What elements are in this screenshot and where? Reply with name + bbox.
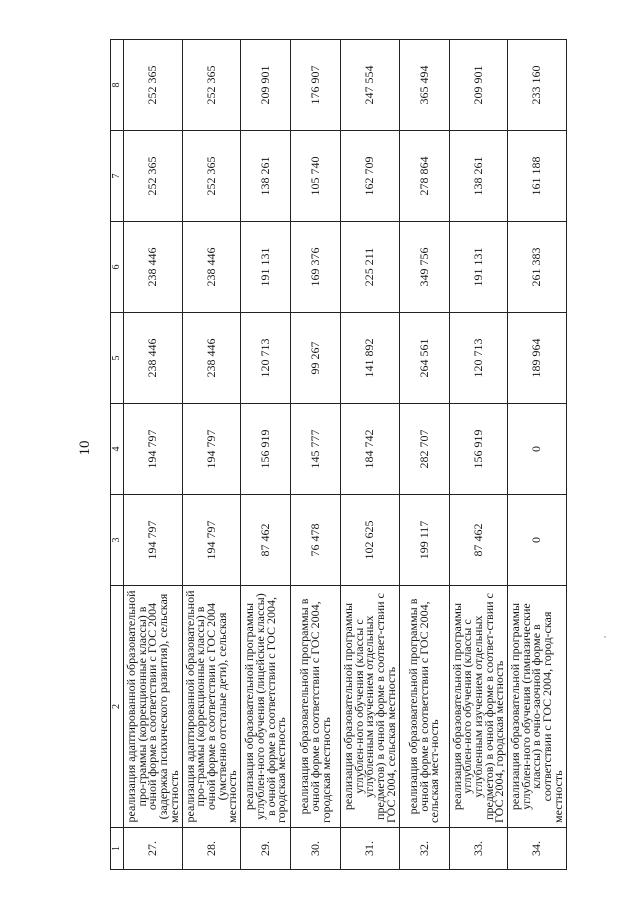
cell-col-4: 184 742 [341,404,400,495]
scan-speck [604,636,606,638]
cell-col-7: 278 864 [399,131,449,222]
row-number: 32. [399,828,449,870]
cell-col-7: 252 365 [124,131,183,222]
column-number: 1 [111,828,124,870]
column-number-row [111,40,124,870]
cell-col-8: 209 901 [449,40,508,131]
column-number: 7 [111,131,124,222]
cell-col-4: 194 797 [124,404,183,495]
row-number: 27. [124,828,183,870]
cell-col-7: 138 261 [241,131,291,222]
cell-col-6: 238 446 [124,222,183,313]
column-number: 5 [111,313,124,404]
table-row [399,40,449,870]
column-number: 3 [111,495,124,586]
cell-col-3: 76 478 [291,495,341,586]
cell-col-5: 120 713 [449,313,508,404]
row-number: 30. [291,828,341,870]
table-row [241,40,291,870]
cell-col-7: 161 188 [508,131,567,222]
row-number: 33. [449,828,508,870]
row-number: 28. [182,828,241,870]
cell-col-8: 209 901 [241,40,291,131]
program-description: реализация образовательной программы углублен-ного обучения (классы с углубленным изучением отдельных предметов) в очной форме в соответ-ствии с ГОС 2004, сельская местность [341,586,400,828]
cell-col-5: 141 892 [341,313,400,404]
cell-col-4: 156 919 [449,404,508,495]
row-number: 29. [241,828,291,870]
column-number: 6 [111,222,124,313]
cell-col-7: 138 261 [449,131,508,222]
cell-col-8: 176 907 [291,40,341,131]
table-row [508,40,567,870]
table-row [291,40,341,870]
cell-col-8: 252 365 [124,40,183,131]
cell-col-6: 225 211 [341,222,400,313]
cell-col-3: 102 625 [341,495,400,586]
program-description: реализация образовательной программы углублен-ного обучения (гимназические классы) в очно-заочной форме в соответствии с ГОС 2004, город-ская местность [508,586,567,828]
row-number: 34. [508,828,567,870]
program-description: реализация адаптированной образовательной про-граммы (коррекционные классы) в очной форме в соответствии с ГОС 2004 (задержка психического развития), сельская местность [124,586,183,828]
row-number: 31. [341,828,400,870]
cell-col-5: 264 561 [399,313,449,404]
cell-col-6: 169 376 [291,222,341,313]
cell-col-4: 0 [508,404,567,495]
cell-col-3: 87 462 [449,495,508,586]
cell-col-4: 145 777 [291,404,341,495]
cell-col-3: 194 797 [124,495,183,586]
cell-col-6: 349 756 [399,222,449,313]
table-row [182,40,241,870]
table-row [124,40,183,870]
cell-col-7: 105 740 [291,131,341,222]
cell-col-5: 238 446 [182,313,241,404]
cell-col-7: 252 365 [182,131,241,222]
cell-col-3: 194 797 [182,495,241,586]
cell-col-8: 252 365 [182,40,241,131]
cell-col-4: 156 919 [241,404,291,495]
column-number: 8 [111,40,124,131]
cell-col-6: 238 446 [182,222,241,313]
program-description: реализация образовательной программы в очной форме в соответствии с ГОС 2004, сельская мест-ность [399,586,449,828]
program-description: реализация образовательной программы углублен-ного обучения (лицейские классы) в очной форме в соответствии с ГОС 2004, городская местность [241,586,291,828]
column-number: 4 [111,404,124,495]
cell-col-5: 189 964 [508,313,567,404]
program-description: реализация адаптированной образовательной про-граммы (коррекционные классы) в очной форме в соответствии с ГОС 2004 (умственно отсталые дети), сельская местность [182,586,241,828]
cell-col-6: 191 131 [241,222,291,313]
cell-col-7: 162 709 [341,131,400,222]
cell-col-8: 247 554 [341,40,400,131]
program-description: реализация образовательной программы в очной форме в соответствии с ГОС 2004, городская местность [291,586,341,828]
cell-col-8: 233 160 [508,40,567,131]
program-description: реализация образовательной программы углублен-ного обучения (классы с углубленным изучением отдельных предметов) в очной форме в соответ-ствии с ГОС 2004, городская местность [449,586,508,828]
cell-col-4: 194 797 [182,404,241,495]
page-number: 10 [77,440,93,456]
cell-col-5: 99 267 [291,313,341,404]
rotated-table-container [110,40,565,870]
tariff-table [110,39,567,870]
cell-col-4: 282 707 [399,404,449,495]
cell-col-3: 199 117 [399,495,449,586]
cell-col-8: 365 494 [399,40,449,131]
cell-col-6: 261 383 [508,222,567,313]
cell-col-5: 120 713 [241,313,291,404]
cell-col-5: 238 446 [124,313,183,404]
cell-col-3: 87 462 [241,495,291,586]
cell-col-6: 191 131 [449,222,508,313]
column-number: 2 [111,586,124,828]
table-row [449,40,508,870]
table-row [341,40,400,870]
cell-col-3: 0 [508,495,567,586]
